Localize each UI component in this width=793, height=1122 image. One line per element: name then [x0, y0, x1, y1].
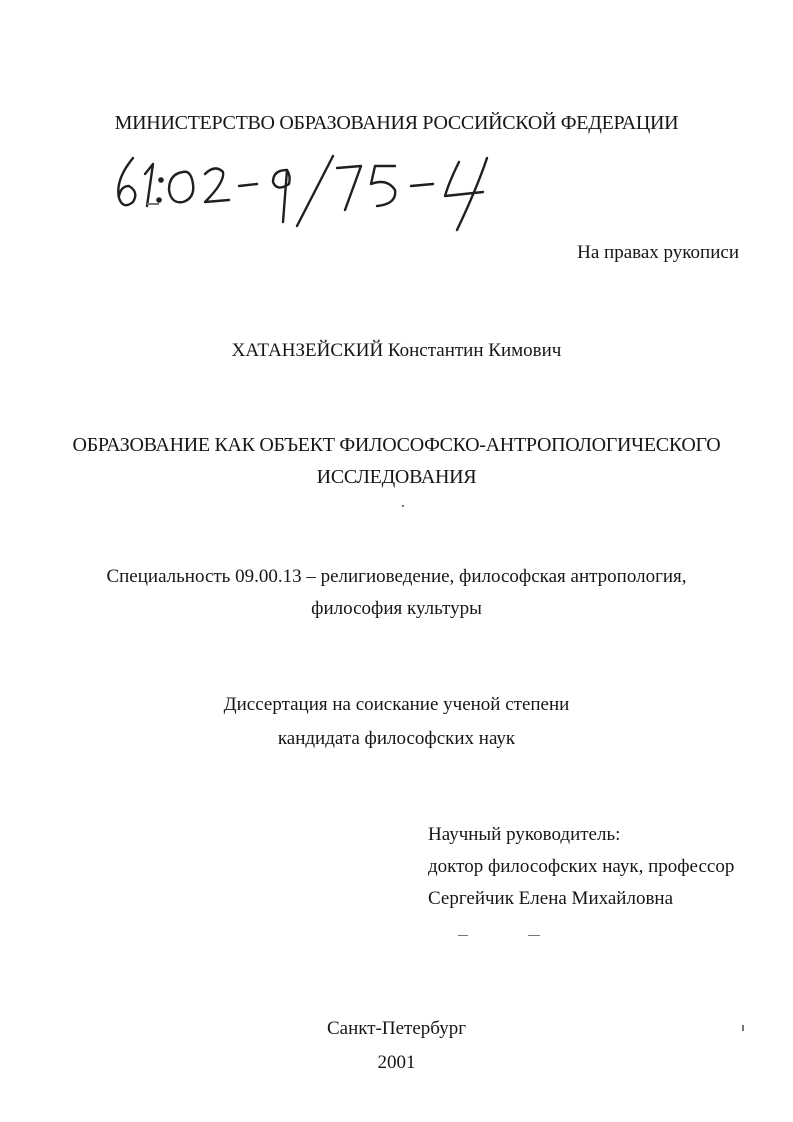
manuscript-note: На правах рукописи [577, 242, 739, 263]
supervisor-label: Научный руководитель: [428, 824, 621, 845]
author-name: ХАТАНЗЕЙСКИЙ Константин Кимович [231, 340, 562, 361]
year: 2001 [377, 1052, 416, 1073]
supervisor-name: Сергейчик Елена Михайловна [428, 888, 674, 909]
scan-speck [528, 935, 540, 936]
title-line-2: ИССЛЕДОВАНИЯ [316, 466, 477, 488]
scan-speck [458, 935, 468, 936]
city: Санкт-Петербург [326, 1018, 466, 1039]
degree-line-1: Диссертация на соискание ученой степени [223, 694, 570, 715]
scan-speck [742, 1025, 744, 1031]
handwritten-catalog-number [105, 140, 505, 240]
scan-speck [402, 505, 404, 507]
ministry-heading: МИНИСТЕРСТВО ОБРАЗОВАНИЯ РОССИЙСКОЙ ФЕДЕРАЦИИ [114, 112, 679, 134]
scan-speck [147, 203, 159, 205]
specialty-line-1: Специальность 09.00.13 – религиоведение, философская антропология, [106, 566, 687, 587]
degree-line-2: кандидата философских наук [277, 728, 516, 749]
title-line-1: ОБРАЗОВАНИЕ КАК ОБЪЕКТ ФИЛОСОФСКО-АНТРОПОЛОГИЧЕСКОГО [72, 434, 721, 456]
specialty-line-2: философия культуры [311, 598, 482, 619]
supervisor-title: доктор философских наук, профессор [428, 856, 735, 877]
